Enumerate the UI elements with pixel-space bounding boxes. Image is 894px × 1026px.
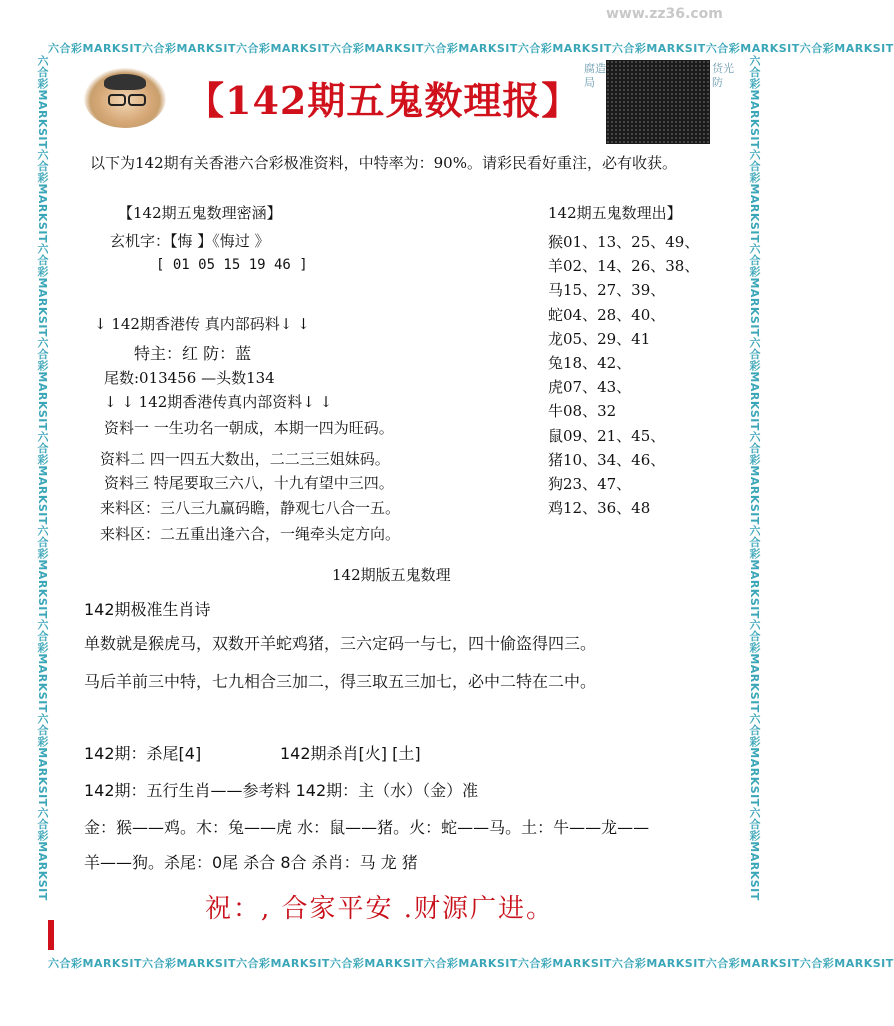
list-item: 鼠09、21、45、 xyxy=(548,426,666,445)
border-watermark-right: 六合彩MARKSIT六合彩MARKSIT六合彩MARKSIT六合彩MARKSIT六合彩MARKSIT六合彩MARKSIT六合彩MARKSIT六合彩MARKSIT六合彩MARKSIT xyxy=(748,55,761,901)
qr-code-image xyxy=(606,60,710,144)
mystery-words: 玄机字：【悔 】《悔过 》 xyxy=(110,232,270,250)
kill-zodiac: 142期杀肖[火] [土] xyxy=(280,744,421,763)
special-colors: 特主：红 防：蓝 xyxy=(134,344,252,363)
border-watermark-bottom: 六合彩MARKSIT六合彩MARKSIT六合彩MARKSIT六合彩MARKSIT六合彩MARKSIT六合彩MARKSIT六合彩MARKSIT六合彩MARKSIT六合彩MARKSIT xyxy=(48,957,894,970)
site-watermark: www.zz36.com xyxy=(606,6,723,22)
info-line-5: 来料区：二五重出逢六合，一绳牵头定方向。 xyxy=(100,525,401,543)
list-item: 蛇04、28、40、 xyxy=(548,305,666,324)
secret-title: 【142期五鬼数理密涵】 xyxy=(118,204,282,222)
red-mark xyxy=(48,920,54,950)
poem-line-2: 马后羊前三中特，七九相合三加二，得三取五三加七，必中二特在二中。 xyxy=(84,672,597,691)
five-elements-title: 142期：五行生肖——参考料 142期：主（水）（金）准 xyxy=(84,781,479,800)
mystery-numbers: [ 01 05 15 19 46 ] xyxy=(156,257,308,273)
page-title: 【142期五鬼数理报】 xyxy=(186,78,581,123)
list-item: 兔18、42、 xyxy=(548,354,632,373)
poem-title: 142期极准生肖诗 xyxy=(84,600,211,619)
list-item: 羊02、14、26、38、 xyxy=(548,257,700,276)
side-stamp-right: 货光防 xyxy=(712,62,734,89)
zodiac-number-list xyxy=(548,230,699,520)
five-elements-line-1: 金：猴——鸡。木：兔——虎 水：鼠——猪。火：蛇——马。土：牛——龙—— xyxy=(84,818,650,837)
avatar xyxy=(84,68,166,128)
list-item: 猴01、13、25、49、 xyxy=(548,233,700,251)
side-stamp-left: 腐造局 xyxy=(584,62,606,89)
five-elements-line-2: 羊——狗。杀尾：0尾 杀合 8合 杀肖：马 龙 猪 xyxy=(84,853,418,872)
intro-text: 以下为142期有关香港六合彩极准资料，中特率为：90%。请彩民看好重注，必有收获。 xyxy=(90,154,677,172)
border-watermark-left: 六合彩MARKSIT六合彩MARKSIT六合彩MARKSIT六合彩MARKSIT六合彩MARKSIT六合彩MARKSIT六合彩MARKSIT六合彩MARKSIT六合彩MARKSIT xyxy=(36,55,49,901)
section-title: 142期版五鬼数理 xyxy=(332,566,451,584)
list-item: 牛08、32 xyxy=(548,402,617,421)
poem-line-1: 单数就是猴虎马，双数开羊蛇鸡猪，三六定码一与七，四十偷盗得四三。 xyxy=(84,634,597,653)
zodiac-list-title: 142期五鬼数理出】 xyxy=(548,204,682,222)
list-item: 鸡12、36、48 xyxy=(548,499,651,518)
info-line-3: 资料三 特尾要取三六八，十九有望中三四。 xyxy=(104,474,394,492)
blessing-text: 祝：, 合家平安 .财源广进。 xyxy=(205,894,555,924)
border-watermark-top: 六合彩MARKSIT六合彩MARKSIT六合彩MARKSIT六合彩MARKSIT六合彩MARKSIT六合彩MARKSIT六合彩MARKSIT六合彩MARKSIT六合彩MARKSIT xyxy=(48,42,894,55)
list-item: 狗23、47、 xyxy=(548,475,632,494)
info-line-1: 资料一 一生功名一朝成，本期一四为旺码。 xyxy=(104,419,394,437)
list-item: 猪10、34、46、 xyxy=(548,450,666,469)
inside-info-title: ↓ ↓ 142期香港传真内部资料↓ ↓ xyxy=(104,393,333,411)
list-item: 虎07、43、 xyxy=(548,378,632,397)
list-item: 马15、27、39、 xyxy=(548,281,666,300)
info-line-4: 来料区：三八三九赢码瞻，静观七八合一五。 xyxy=(100,499,401,517)
inside-code-title: ↓ 142期香港传 真内部码料↓ ↓ xyxy=(94,315,310,333)
tail-numbers: 尾数:013456 —头数134 xyxy=(104,369,275,387)
info-line-2: 资料二 四一四五大数出，二二三三姐妹码。 xyxy=(100,450,390,468)
kill-tail: 142期：杀尾[4] xyxy=(84,744,202,763)
list-item: 龙05、29、41 xyxy=(548,329,651,348)
